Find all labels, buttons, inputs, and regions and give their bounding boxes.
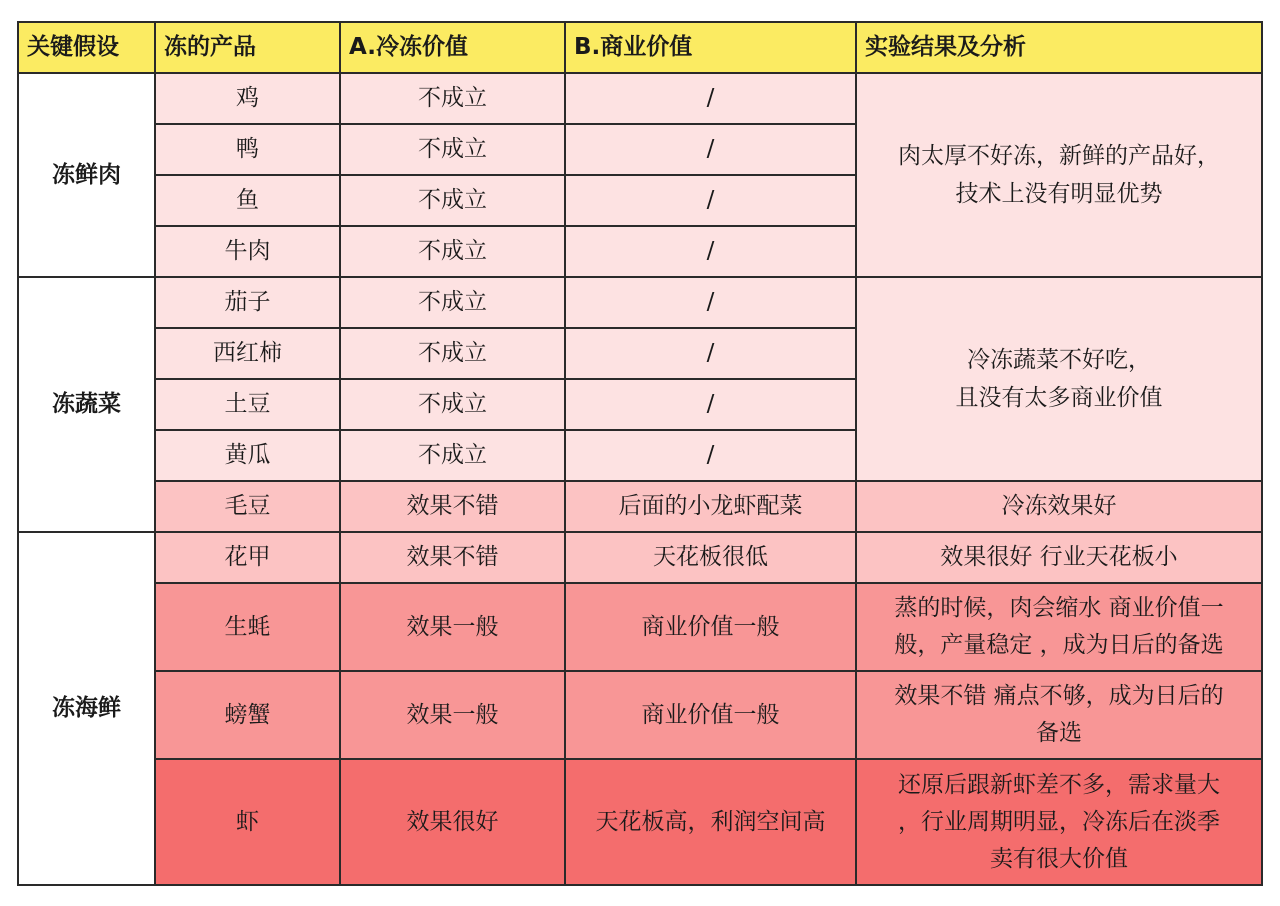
result-line: 冷冻蔬菜不好吃， (967, 347, 1151, 373)
commercial-value-cell: / (565, 430, 856, 481)
table-row (18, 73, 1262, 124)
freeze-value-cell: 不成立 (340, 226, 565, 277)
freeze-value-cell: 效果不错 (340, 532, 565, 583)
result-cell (856, 759, 1262, 885)
freeze-value-cell: 不成立 (340, 379, 565, 430)
header-product: 冻的产品 (155, 22, 340, 73)
table-row (18, 671, 1262, 759)
result-line: 还原后跟新虾差不多，需求量大 (898, 771, 1220, 798)
product-cell: 螃蟹 (155, 671, 340, 759)
commercial-value-cell: / (565, 124, 856, 175)
freeze-value-cell: 不成立 (340, 430, 565, 481)
commercial-value-cell: / (565, 226, 856, 277)
experiment-results-table (17, 21, 1263, 886)
product-cell: 西红柿 (155, 328, 340, 379)
header-key-assumption: 关键假设 (18, 22, 155, 73)
result-line: 肉太厚不好冻，新鲜的产品好， (898, 143, 1220, 169)
freeze-value-cell: 效果一般 (340, 583, 565, 671)
product-cell: 生蚝 (155, 583, 340, 671)
table-row (18, 583, 1262, 671)
table-row (18, 759, 1262, 885)
category-vegetables: 冻蔬菜 (18, 277, 155, 532)
commercial-value-cell: 天花板很低 (565, 532, 856, 583)
result-vegetables (856, 277, 1262, 481)
commercial-value-cell: / (565, 73, 856, 124)
result-line: 卖有很大价值 (990, 845, 1128, 872)
product-cell: 牛肉 (155, 226, 340, 277)
product-cell: 黄瓜 (155, 430, 340, 481)
result-cell: 冷冻效果好 (856, 481, 1262, 532)
table-row (18, 532, 1262, 583)
freeze-value-cell: 不成立 (340, 277, 565, 328)
commercial-value-cell: / (565, 379, 856, 430)
freeze-value-cell: 效果一般 (340, 671, 565, 759)
header-result-analysis: 实验结果及分析 (856, 22, 1262, 73)
product-cell: 毛豆 (155, 481, 340, 532)
table-row (18, 277, 1262, 328)
result-cell (856, 671, 1262, 759)
product-cell: 鸡 (155, 73, 340, 124)
freeze-value-cell: 效果不错 (340, 481, 565, 532)
category-seafood: 冻海鲜 (18, 532, 155, 885)
freeze-value-cell: 效果很好 (340, 759, 565, 885)
result-line: 般，产量稳定 ，成为日后的备选 (894, 632, 1224, 658)
freeze-value-cell: 不成立 (340, 124, 565, 175)
result-line: 备选 (1036, 720, 1082, 746)
result-line: ，行业周期明显，冷冻后在淡季 (898, 808, 1220, 835)
header-freeze-value: A.冷冻价值 (340, 22, 565, 73)
commercial-value-cell: 后面的小龙虾配菜 (565, 481, 856, 532)
product-cell: 土豆 (155, 379, 340, 430)
freeze-value-cell: 不成立 (340, 175, 565, 226)
result-meat (856, 73, 1262, 277)
result-line: 技术上没有明显优势 (955, 181, 1163, 207)
product-cell: 虾 (155, 759, 340, 885)
header-commercial-value: B.商业价值 (565, 22, 856, 73)
result-cell (856, 583, 1262, 671)
commercial-value-cell: 天花板高，利润空间高 (565, 759, 856, 885)
table-row (18, 481, 1262, 532)
commercial-value-cell: / (565, 328, 856, 379)
commercial-value-cell: 商业价值一般 (565, 671, 856, 759)
freeze-value-cell: 不成立 (340, 73, 565, 124)
result-line: 且没有太多商业价值 (955, 385, 1163, 411)
header-row (18, 22, 1262, 73)
result-line: 蒸的时候，肉会缩水 商业价值一 (894, 595, 1224, 621)
result-cell: 效果很好 行业天花板小 (856, 532, 1262, 583)
category-meat: 冻鲜肉 (18, 73, 155, 277)
commercial-value-cell: / (565, 175, 856, 226)
product-cell: 花甲 (155, 532, 340, 583)
product-cell: 茄子 (155, 277, 340, 328)
commercial-value-cell: 商业价值一般 (565, 583, 856, 671)
result-line: 效果不错 痛点不够，成为日后的 (894, 683, 1224, 709)
commercial-value-cell: / (565, 277, 856, 328)
product-cell: 鱼 (155, 175, 340, 226)
product-cell: 鸭 (155, 124, 340, 175)
freeze-value-cell: 不成立 (340, 328, 565, 379)
